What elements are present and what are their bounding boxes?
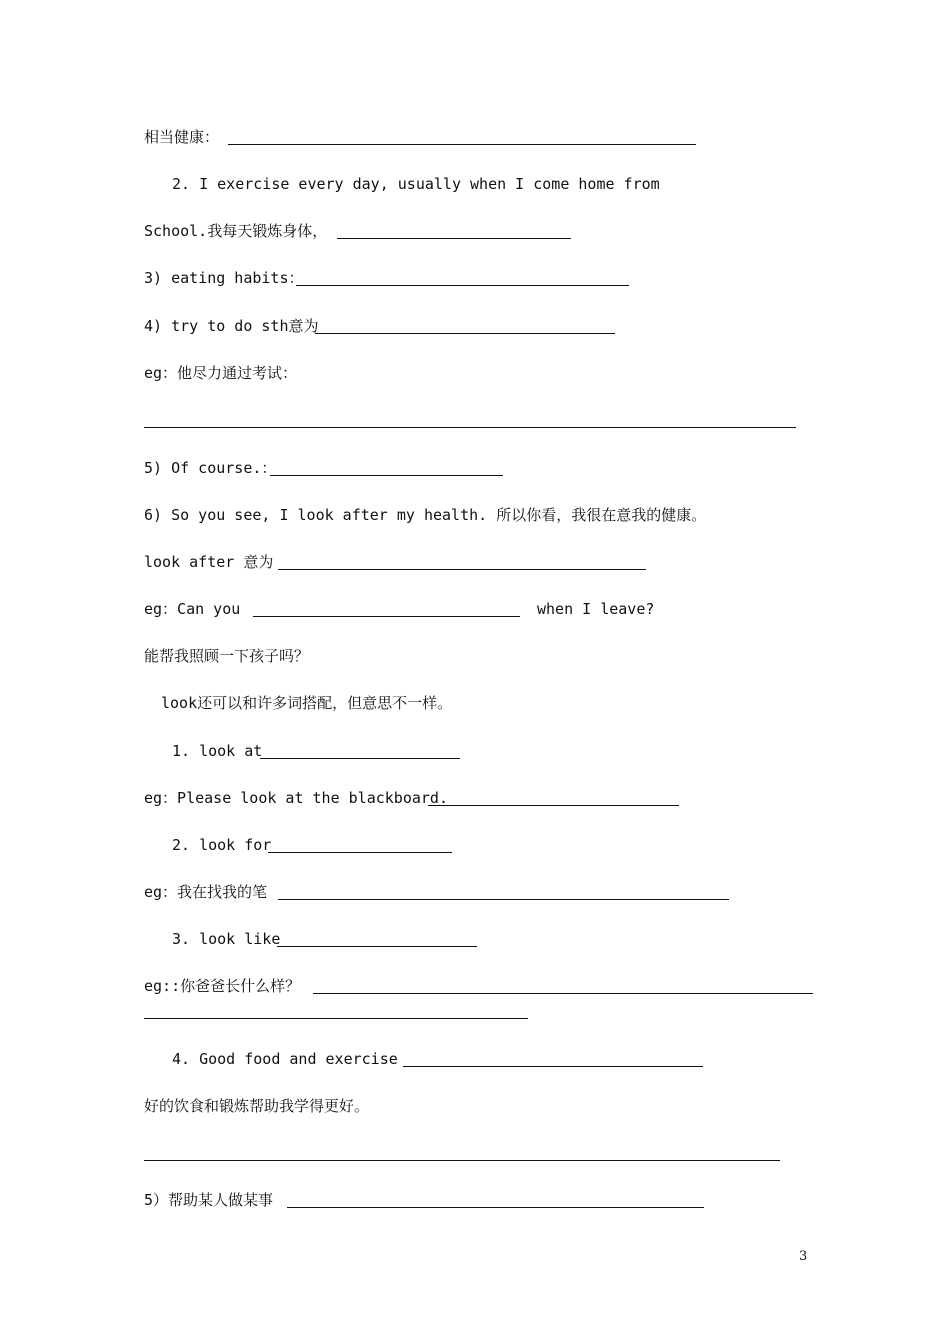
line-eg-blackboard: eg：Please look at the blackboard. — [144, 789, 448, 807]
line-look-at: 1. look at — [172, 742, 263, 760]
line-when-i-leave: when I leave? — [537, 600, 655, 618]
line-eating-habits: 3) eating habits： — [144, 269, 304, 287]
blank-good-food[interactable] — [403, 1066, 703, 1067]
line-look-after-meaning: look after 意为 — [144, 553, 274, 571]
line-fairly-healthy: 相当健康： — [144, 128, 220, 146]
line-help-child: 能帮我照顾一下孩子吗？ — [144, 647, 310, 665]
line-learn-better: 好的饮食和锻炼帮助我学得更好。 — [144, 1097, 370, 1115]
line-of-course: 5) Of course.： — [144, 459, 277, 477]
line-school: School.我每天锻炼身体， — [144, 222, 328, 240]
line-eg-exam: eg：他尽力通过考试： — [144, 364, 298, 382]
blank-eg-pen[interactable] — [278, 899, 729, 900]
line-look-collocations: look还可以和许多词搭配，但意思不一样。 — [161, 694, 453, 712]
blank-eg-father-2[interactable] — [144, 1018, 528, 1019]
line-try-to-do: 4) try to do sth意为 — [144, 317, 319, 335]
line-look-like: 3. look like — [172, 930, 281, 948]
blank-fairly-healthy[interactable] — [228, 144, 696, 145]
blank-learn-better[interactable] — [144, 1160, 780, 1161]
line-eg-pen: eg：我在找我的笔 — [144, 883, 268, 901]
blank-help-sb-do-sth[interactable] — [287, 1207, 704, 1208]
blank-look-like[interactable] — [277, 946, 477, 947]
blank-look-after-meaning[interactable] — [278, 569, 646, 570]
blank-of-course[interactable] — [270, 475, 503, 476]
page-number: 3 — [799, 1249, 808, 1264]
blank-eg-father-1[interactable] — [313, 993, 813, 994]
line-exercise-every-day: 2. I exercise every day, usually when I come home from — [172, 175, 660, 193]
blank-school[interactable] — [337, 238, 571, 239]
blank-eating-habits[interactable] — [296, 285, 629, 286]
blank-eg-exam[interactable] — [144, 427, 796, 428]
blank-can-you[interactable] — [253, 616, 520, 617]
blank-eg-blackboard[interactable] — [428, 805, 679, 806]
line-eg-can-you: eg：Can you — [144, 600, 241, 618]
line-eg-father: eg::你爸爸长什么样？ — [144, 977, 301, 995]
line-look-for: 2. look for — [172, 836, 272, 854]
line-help-sb-do-sth: 5）帮助某人做某事 — [144, 1191, 274, 1209]
blank-try-to-do[interactable] — [315, 333, 615, 334]
line-good-food: 4. Good food and exercise — [172, 1050, 398, 1068]
blank-look-for[interactable] — [268, 852, 452, 853]
line-look-after-health: 6) So you see, I look after my health. 所以你看，我很在意我的健康。 — [144, 506, 707, 524]
blank-look-at[interactable] — [260, 758, 460, 759]
